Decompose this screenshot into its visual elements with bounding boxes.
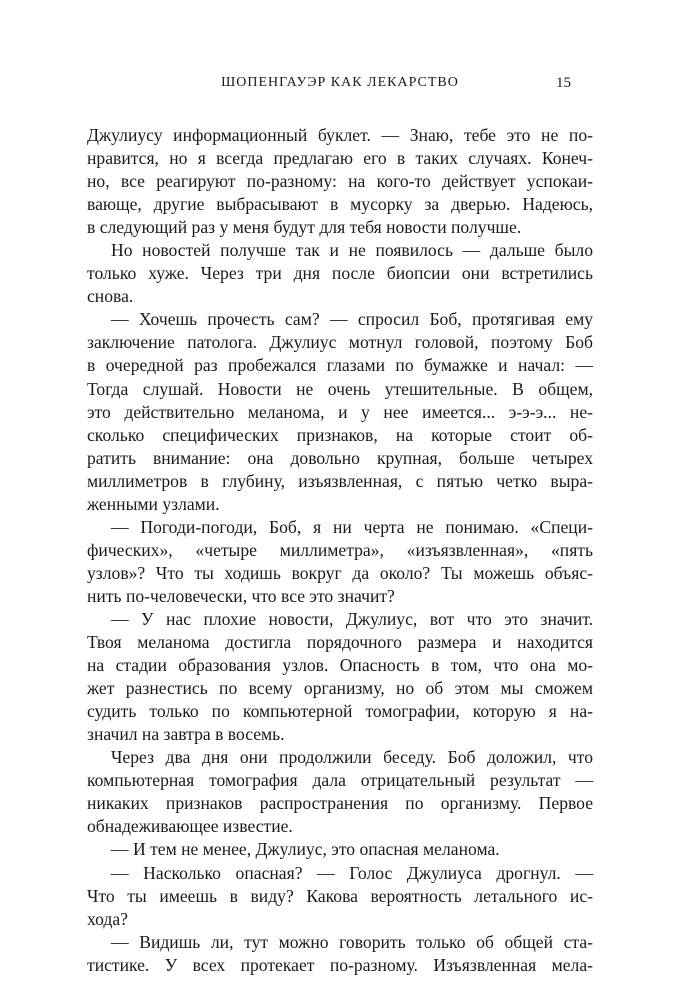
text-line: фических», «четыре миллиметра», «изъязвленная», «пять — [87, 539, 593, 560]
text-line: Но новостей получше так и не появилось — дальше было — [111, 240, 593, 261]
text-line: Через два дня они продолжили беседу. Боб доложил, что — [111, 747, 593, 768]
text-line: это действительно меланома, и у нее имеется... э-э-э... не- — [87, 401, 593, 422]
text-line: — У нас плохие новости, Джулиус, вот что это значит. — [111, 608, 593, 629]
text-line: женными узлами. — [87, 493, 220, 514]
text-line: жет разнестись по всему организму, но об этом мы сможем — [87, 678, 593, 699]
text-line: в очередной раз пробежался глазами по бумажке и начал: — — [87, 355, 593, 376]
text-line: Джулиусу информационный буклет. — Знаю, тебе это не по- — [87, 125, 593, 145]
text-line: только хуже. Через три дня после биопсии они встретились — [87, 263, 593, 284]
text-line: тистике. У всех протекает по-разному. Изъязвленная мела- — [87, 954, 593, 975]
text-line: сколько специфических признаков, на которые стоит об- — [87, 424, 593, 445]
text-line: Тогда слушай. Новости не очень утешительные. В общем, — [87, 378, 593, 399]
text-line: на стадии образования узлов. Опасность в том, что она мо- — [87, 655, 593, 676]
text-line: — Насколько опасная? — Голос Джулиуса дрогнул. — — [111, 862, 593, 883]
text-line: нить по-человечески, что все это значит? — [87, 585, 395, 606]
page-number: 15 — [556, 75, 571, 91]
text-line: обнадеживающее известие. — [87, 816, 293, 837]
text-line: вающе, другие выбрасывают в мусорку за дверью. Надеюсь, — [87, 194, 593, 215]
text-line: значил на завтра в восемь. — [87, 724, 285, 745]
text-line: но, все реагируют по-разному: на кого-то действует успокаи- — [87, 171, 593, 192]
text-line: Твоя меланома достигла порядочного размера и находится — [87, 632, 593, 653]
text-line: снова. — [87, 286, 134, 307]
text-line: нравится, но я всегда предлагаю его в таких случаях. Конеч- — [87, 148, 593, 169]
text-line: ратить внимание: она довольно крупная, больше четырех — [87, 447, 593, 468]
running-head: ШОПЕНГАУЭР КАК ЛЕКАРСТВО — [221, 75, 459, 90]
text-line: в следующий раз у меня будут для тебя новости получше. — [87, 217, 522, 238]
text-line: узлов»? Что ты ходишь вокруг да около? Ты можешь объяс- — [87, 562, 593, 583]
text-line: миллиметров в глубину, изъязвленная, с пятью четко выра- — [87, 470, 593, 491]
body-text — [87, 124, 593, 977]
text-line: компьютерная томография дала отрицательный результат — — [87, 770, 593, 791]
text-line: никаких признаков распространения по организму. Первое — [87, 793, 593, 814]
text-line: заключение патолога. Джулиус мотнул головой, поэтому Боб — [87, 332, 593, 353]
text-line: судить только по компьютерной томографии, которую я на- — [87, 701, 593, 722]
text-line: — Видишь ли, тут можно говорить только об общей ста- — [111, 931, 593, 952]
text-line: Что ты имеешь в виду? Какова вероятность летального ис- — [87, 885, 593, 906]
text-line: — Хочешь прочесть сам? — спросил Боб, протягивая ему — [111, 309, 593, 330]
text-line: — И тем не менее, Джулиус, это опасная меланома. — [111, 839, 500, 860]
text-line: — Погоди-погоди, Боб, я ни черта не понимаю. «Специ- — [111, 516, 593, 537]
text-line: хода? — [87, 908, 128, 929]
